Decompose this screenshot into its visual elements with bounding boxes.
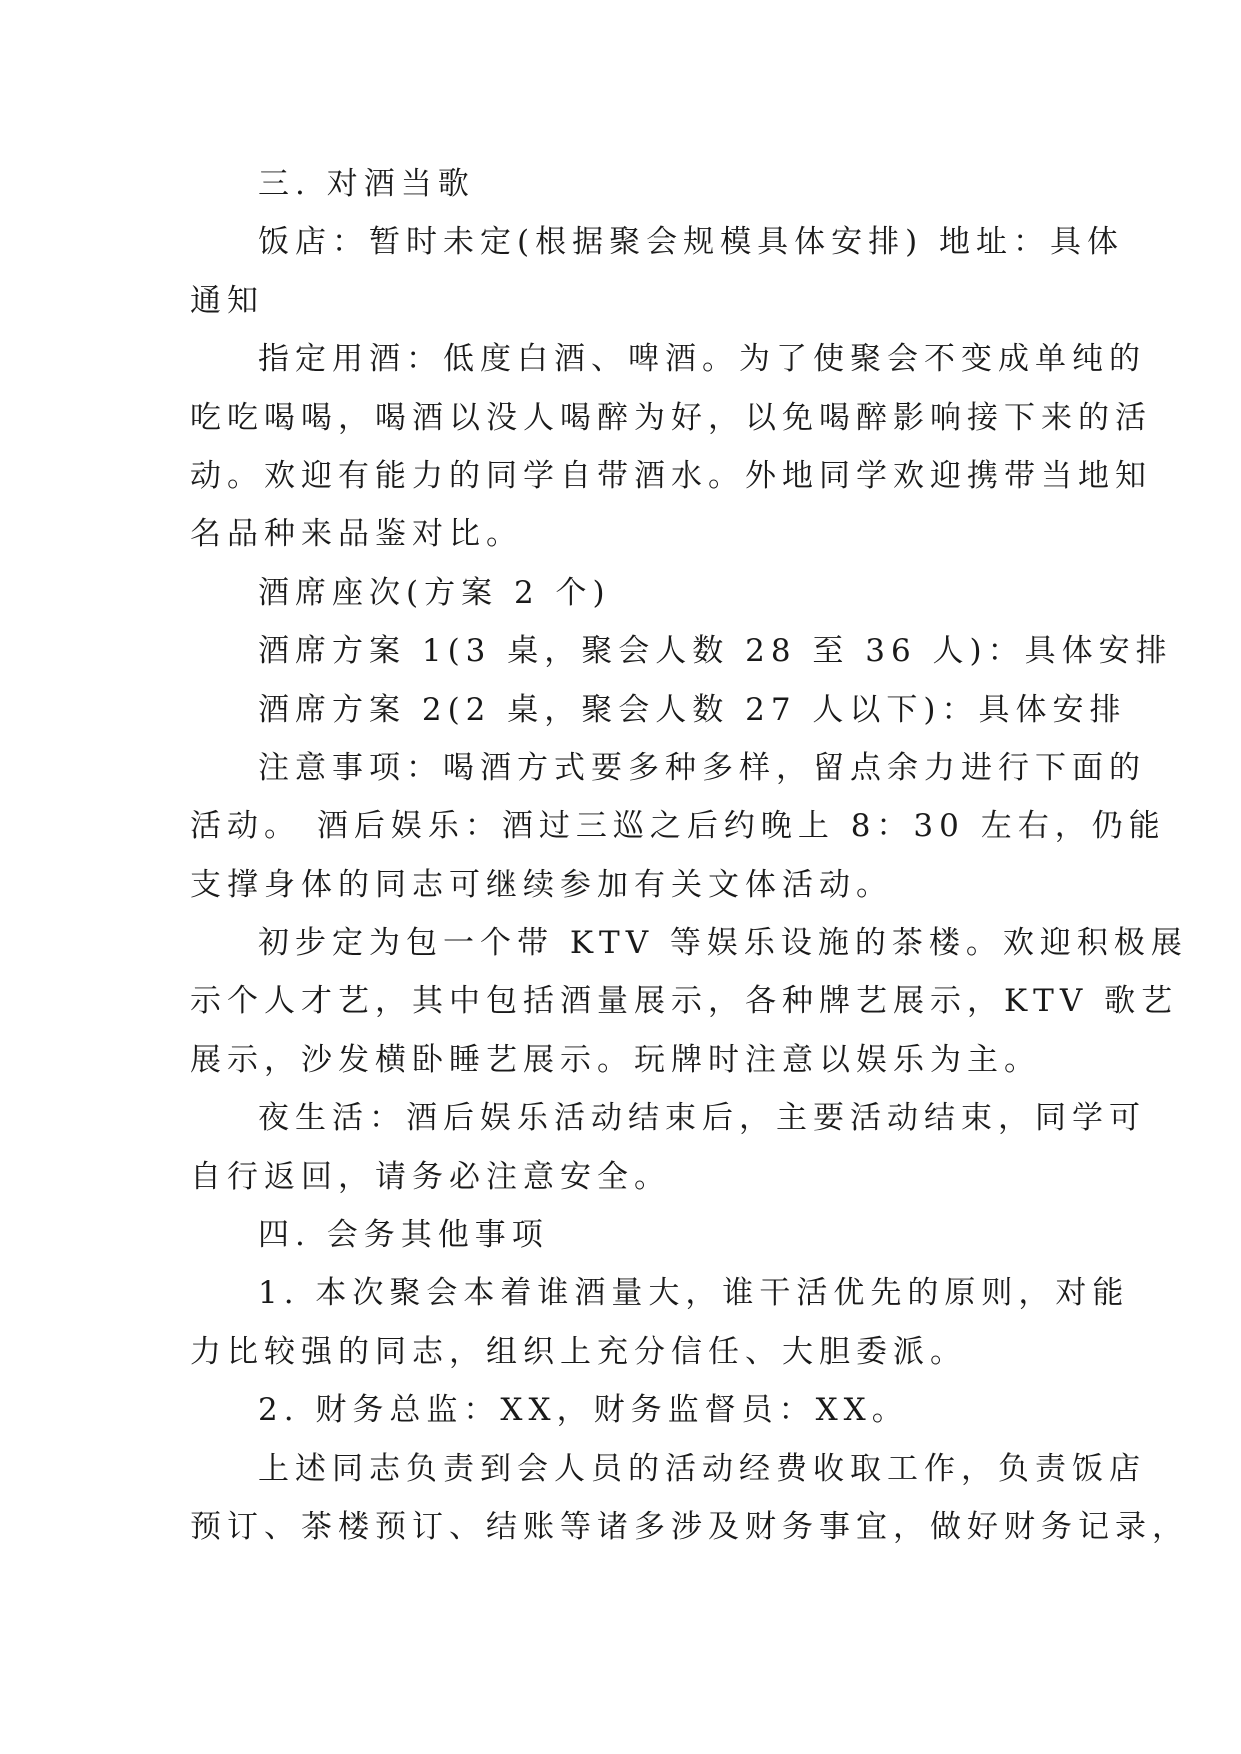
paragraph-line: 展示，沙发横卧睡艺展示。玩牌时注意以娱乐为主。: [190, 1041, 1041, 1078]
paragraph-line: 支撑身体的同志可继续参加有关文体活动。: [190, 866, 893, 903]
paragraph-line: 力比较强的同志，组织上充分信任、大胆委派。: [190, 1333, 967, 1370]
paragraph-line: 酒席方案 2(2 桌，聚会人数 27 人以下)：具体安排: [258, 691, 1127, 728]
paragraph-line: 注意事项：喝酒方式要多种多样，留点余力进行下面的: [258, 749, 1146, 786]
paragraph-line: 动。欢迎有能力的同学自带酒水。外地同学欢迎携带当地知: [190, 457, 1152, 494]
paragraph-line: 活动。 酒后娱乐：酒过三巡之后约晚上 8：30 左右，仍能: [190, 808, 1166, 845]
paragraph-line: 吃吃喝喝，喝酒以没人喝醉为好，以免喝醉影响接下来的活: [190, 399, 1152, 436]
paragraph-line: 名品种来品鉴对比。: [190, 516, 523, 553]
paragraph-line: 初步定为包一个带 KTV 等娱乐设施的茶楼。欢迎积极展: [258, 925, 1188, 962]
document-page: [190, 155, 1189, 1556]
section-heading: 三. 对酒当歌: [258, 166, 475, 202]
paragraph-line: 1. 本次聚会本着谁酒量大，谁干活优先的原则，对能: [258, 1275, 1130, 1312]
paragraph-line: 2. 财务总监：XX，财务监督员：XX。: [258, 1392, 909, 1429]
paragraph-line: 夜生活：酒后娱乐活动结束后，主要活动结束，同学可: [258, 1100, 1146, 1137]
paragraph-line: 自行返回，请务必注意安全。: [190, 1158, 671, 1195]
paragraph-line: 预订、茶楼预订、结账等诸多涉及财务事宜，做好财务记录，: [190, 1508, 1189, 1545]
paragraph-line: 指定用酒：低度白酒、啤酒。为了使聚会不变成单纯的: [258, 341, 1146, 378]
paragraph-line: 示个人才艺，其中包括酒量展示，各种牌艺展示，KTV 歌艺: [190, 983, 1179, 1020]
paragraph-line: 酒席座次(方案 2 个): [258, 574, 611, 611]
paragraph-line: 上述同志负责到会人员的活动经费收取工作，负责饭店: [258, 1450, 1146, 1487]
section-heading: 四. 会务其他事项: [258, 1217, 549, 1254]
paragraph-line: 通知: [190, 282, 264, 319]
paragraph-line: 酒席方案 1(3 桌，聚会人数 28 至 36 人)：具体安排: [258, 633, 1173, 670]
paragraph-line: 饭店：暂时未定(根据聚会规模具体安排) 地址：具体: [258, 224, 1125, 261]
